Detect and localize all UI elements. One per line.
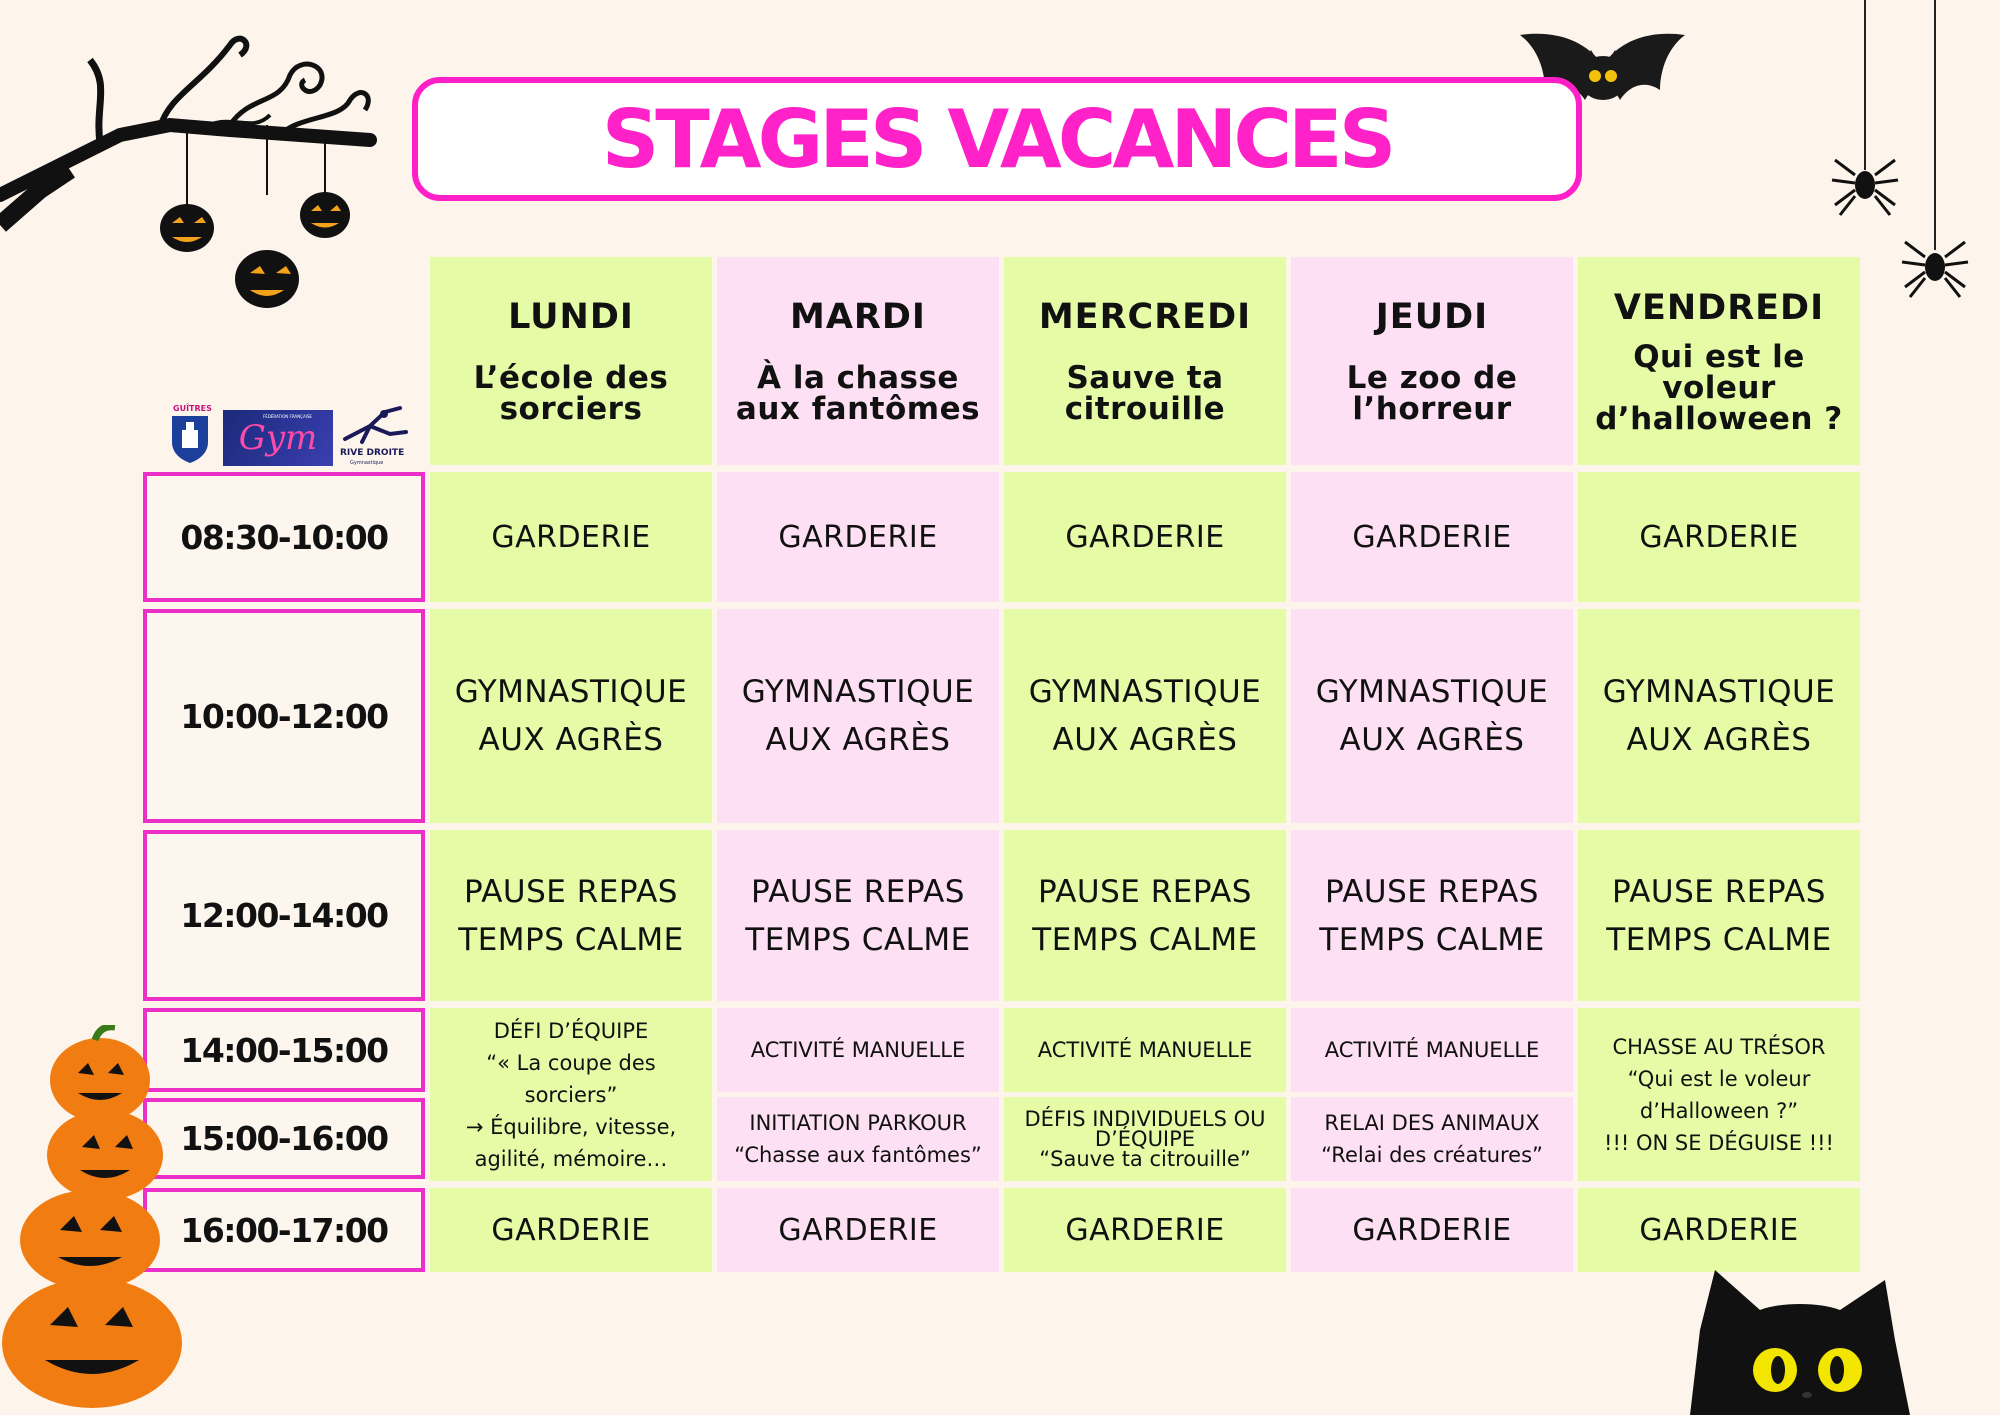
activity-label: GYMNASTIQUE (1315, 674, 1549, 710)
rive-droite-sublabel: Gymnastique (350, 460, 384, 466)
page-title: STAGES VACANCES (601, 92, 1393, 186)
activity-label: GARDERIE (491, 1212, 651, 1248)
schedule-cell (430, 609, 712, 823)
pumpkin-stack-icon (0, 1025, 190, 1415)
schedule-cell (430, 1188, 712, 1272)
ffgym-logo-text: Gym (238, 418, 318, 458)
activity-label: PAUSE REPAS (1612, 873, 1826, 910)
day-theme: sorciers (499, 391, 643, 427)
schedule-cell (717, 609, 999, 823)
activity-line: INITIATION PARKOUR (749, 1111, 967, 1135)
activity-line: “Chasse aux fantômes” (734, 1143, 982, 1167)
schedule-cell-lundi-afternoon (430, 1008, 712, 1181)
activity-line: “Qui est le voleur (1627, 1066, 1811, 1091)
activity-label: GYMNASTIQUE (454, 674, 688, 710)
pumpkin-icon (300, 192, 350, 238)
day-name: MERCREDI (1038, 297, 1252, 337)
title-banner (412, 77, 1582, 201)
activity-label: PAUSE REPAS (1038, 873, 1252, 910)
activity-label: PAUSE REPAS (464, 873, 678, 910)
activity-line: D’ÉQUIPE (1094, 1127, 1196, 1151)
activity-label: PAUSE REPAS (751, 873, 965, 910)
activity-label: GARDERIE (1639, 519, 1799, 555)
day-header-vendredi (1578, 257, 1860, 465)
day-header-mercredi (1004, 257, 1286, 465)
spider-icon (1900, 0, 1970, 310)
time-slot: 10:00-12:00 (143, 609, 425, 823)
time-slot: 08:30-10:00 (143, 472, 425, 602)
day-header-mardi (717, 257, 999, 465)
schedule-cell (1291, 830, 1573, 1001)
schedule-cell (430, 472, 712, 602)
day-name: VENDREDI (1613, 287, 1825, 328)
activity-label: TEMPS CALME (1319, 921, 1545, 958)
day-name: JEUDI (1375, 297, 1489, 337)
schedule-cell (1578, 472, 1860, 602)
day-theme: l’horreur (1352, 391, 1512, 427)
schedule-cell (1578, 1188, 1860, 1272)
schedule-cell (1291, 1008, 1573, 1092)
activity-label: GARDERIE (778, 519, 938, 555)
activity-label: GARDERIE (491, 519, 651, 555)
activity-line: agilité, mémoire… (474, 1146, 668, 1171)
schedule-cell (1291, 1097, 1573, 1181)
schedule-cell (717, 1097, 999, 1181)
logos (170, 404, 410, 468)
schedule-cell (430, 830, 712, 1001)
guitres-logo-label: GUÎTRES (173, 404, 212, 413)
day-theme: citrouille (1064, 391, 1226, 427)
activity-line: CHASSE AU TRÉSOR (1612, 1034, 1826, 1059)
gymnast-silhouette-icon (340, 404, 410, 448)
ffgym-federation-label: FÉDÉRATION FRANÇAISE (263, 414, 312, 419)
activity-label: AUX AGRÈS (1626, 722, 1812, 758)
day-theme: À la chasse (757, 360, 959, 396)
day-theme: Le zoo de (1346, 360, 1518, 396)
day-theme: Sauve ta (1066, 360, 1224, 396)
schedule-cell (1004, 830, 1286, 1001)
schedule-cell (717, 472, 999, 602)
schedule-cell (1291, 472, 1573, 602)
schedule-cell (1291, 1188, 1573, 1272)
spider-icon (1830, 0, 1900, 230)
activity-line: sorciers” (524, 1082, 618, 1107)
activity-line: “« La coupe des (486, 1050, 656, 1075)
day-theme: d’halloween ? (1595, 400, 1843, 437)
pumpkin-icon (235, 250, 299, 308)
ffgym-logo (223, 410, 333, 466)
activity-line: “Sauve ta citrouille” (1039, 1147, 1251, 1171)
black-cat-icon (1670, 1270, 1930, 1415)
schedule-cell (1291, 609, 1573, 823)
pumpkin-icon (160, 204, 214, 252)
schedule-cell (1004, 1097, 1286, 1181)
activity-label: GYMNASTIQUE (1602, 674, 1836, 710)
time-slot: 12:00-14:00 (143, 830, 425, 1001)
activity-line: DÉFIS INDIVIDUELS OU (1024, 1107, 1266, 1131)
activity-label: AUX AGRÈS (478, 722, 664, 758)
activity-label: AUX AGRÈS (765, 722, 951, 758)
activity-label: TEMPS CALME (1032, 921, 1258, 958)
activity-label: TEMPS CALME (745, 921, 971, 958)
time-slot: 14:00-15:00 (143, 1008, 425, 1092)
activity-label: ACTIVITÉ MANUELLE (1324, 1038, 1540, 1062)
activity-label: AUX AGRÈS (1339, 722, 1525, 758)
activity-label: GARDERIE (1639, 1212, 1799, 1248)
activity-label: TEMPS CALME (458, 921, 684, 958)
halloween-branch-icon (0, 15, 390, 315)
time-slot: 16:00-17:00 (143, 1188, 425, 1272)
day-theme: L’école des (473, 360, 669, 396)
time-slot: 15:00-16:00 (143, 1098, 425, 1179)
activity-label: GARDERIE (778, 1212, 938, 1248)
schedule-cell (1004, 1008, 1286, 1092)
day-name: LUNDI (508, 297, 634, 337)
guitres-crest-icon (170, 408, 210, 464)
activity-label: PAUSE REPAS (1325, 873, 1539, 910)
day-theme: voleur (1662, 369, 1776, 406)
activity-line: !!! ON SE DÉGUISE !!! (1604, 1130, 1834, 1155)
activity-line: DÉFI D’ÉQUIPE (493, 1018, 649, 1043)
schedule-cell (1004, 1188, 1286, 1272)
activity-label: GYMNASTIQUE (1028, 674, 1262, 710)
schedule-cell (717, 1188, 999, 1272)
activity-label: ACTIVITÉ MANUELLE (750, 1038, 966, 1062)
schedule-cell (717, 1008, 999, 1092)
activity-label: GARDERIE (1352, 519, 1512, 555)
activity-line: “Relai des créatures” (1321, 1143, 1543, 1167)
rive-droite-label: RIVE DROITE (340, 448, 405, 458)
schedule-cell (1004, 472, 1286, 602)
activity-line: d’Halloween ?” (1639, 1098, 1799, 1123)
schedule-cell (1578, 830, 1860, 1001)
schedule-cell (717, 830, 999, 1001)
day-header-lundi (430, 257, 712, 465)
day-theme: Qui est le (1633, 338, 1805, 375)
activity-label: GYMNASTIQUE (741, 674, 975, 710)
schedule-cell (1578, 609, 1860, 823)
activity-line: → Équilibre, vitesse, (465, 1114, 677, 1139)
activity-label: GARDERIE (1352, 1212, 1512, 1248)
day-name: MARDI (790, 297, 926, 337)
activity-label: GARDERIE (1065, 519, 1225, 555)
schedule-cell (1004, 609, 1286, 823)
schedule-cell-vendredi-afternoon (1578, 1008, 1860, 1181)
day-theme: aux fantômes (735, 391, 981, 427)
activity-label: GARDERIE (1065, 1212, 1225, 1248)
day-header-jeudi (1291, 257, 1573, 465)
activity-line: RELAI DES ANIMAUX (1324, 1111, 1540, 1135)
activity-label: ACTIVITÉ MANUELLE (1037, 1038, 1253, 1062)
activity-label: AUX AGRÈS (1052, 722, 1238, 758)
activity-label: TEMPS CALME (1606, 921, 1832, 958)
